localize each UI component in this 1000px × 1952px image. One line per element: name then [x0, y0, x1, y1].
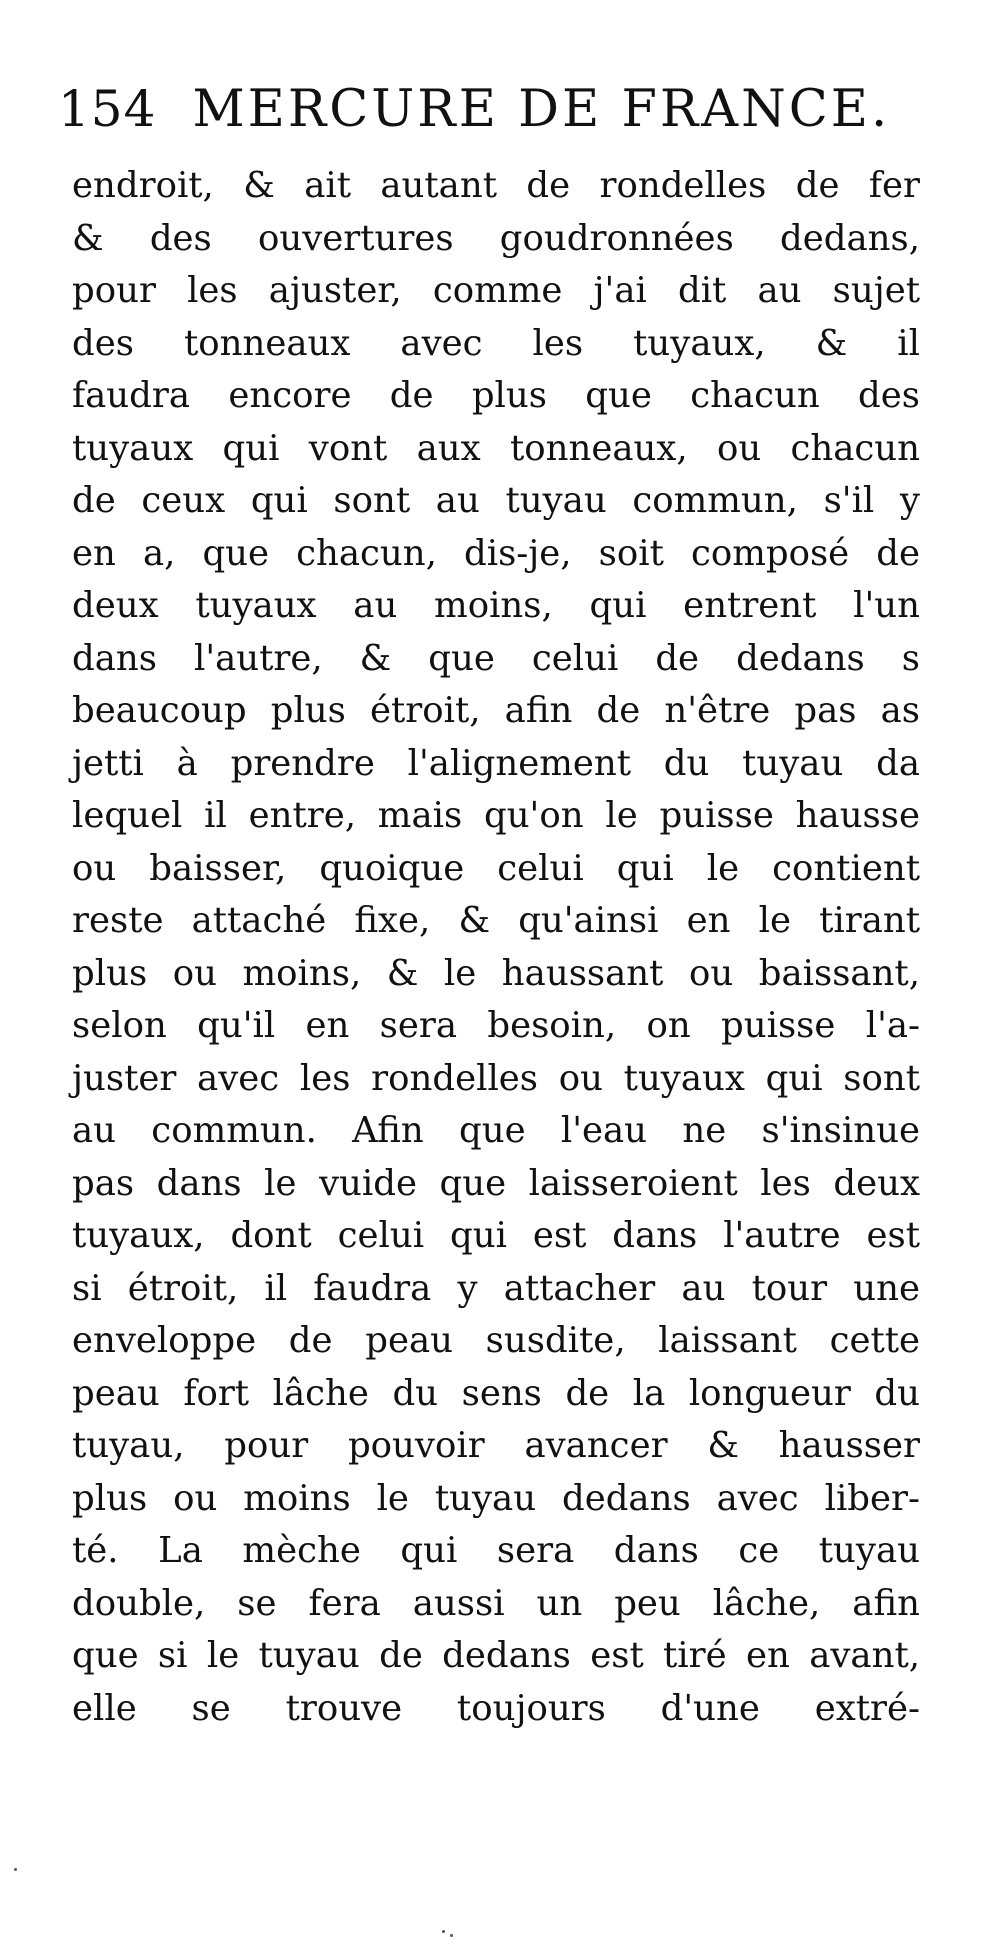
page-number: 154	[58, 80, 157, 138]
text-line: tuyaux qui vont aux tonneaux, ou chacun	[72, 427, 920, 469]
text-line: de ceux qui sont au tuyau commun, s'il y	[72, 480, 920, 521]
text-line: que si le tuyau de dedans est tiré en avant,	[72, 1635, 920, 1676]
text-line: faudra encore de plus que chacun des	[72, 375, 920, 416]
text-line: deux tuyaux au moins, qui entrent l'un	[72, 585, 920, 626]
body-text	[72, 160, 920, 1735]
text-line: té. La mèche qui sera dans ce tuyau	[72, 1530, 920, 1571]
text-line: dans l'autre, & que celui de dedans s	[72, 637, 920, 679]
text-line: jetti à prendre l'alignement du tuyau da	[72, 742, 920, 784]
text-line: tuyaux, dont celui qui est dans l'autre est	[72, 1215, 920, 1256]
text-line: beaucoup plus étroit, afin de n'être pas as	[72, 690, 920, 731]
text-line: reste attaché fixe, & qu'ainsi en le tirant	[72, 900, 920, 941]
text-line: pour les ajuster, comme j'ai dit au sujet	[72, 270, 920, 311]
text-line: des tonneaux avec les tuyaux, & il	[72, 322, 920, 364]
text-line: au commun. Afin que l'eau ne s'insinue	[72, 1110, 920, 1151]
running-title: MERCURE DE FRANCE.	[192, 80, 891, 139]
text-line: endroit, & ait autant de rondelles de fer	[72, 165, 920, 206]
paper-speck	[450, 1934, 453, 1937]
text-line: ou baisser, quoique celui qui le contient	[72, 847, 920, 889]
text-line: peau fort lâche du sens de la longueur du	[72, 1372, 920, 1414]
text-line: enveloppe de peau susdite, laissant cette	[72, 1320, 920, 1361]
text-line: en a, que chacun, dis-je, soit composé de	[72, 532, 920, 574]
text-line: selon qu'il en sera besoin, on puisse l'a-	[72, 1005, 920, 1046]
text-line: juster avec les rondelles ou tuyaux qui sont	[72, 1057, 920, 1099]
text-line: plus ou moins, & le haussant ou baissant,	[72, 952, 920, 994]
text-line: si étroit, il faudra y attacher au tour une	[72, 1267, 920, 1309]
text-line: plus ou moins le tuyau dedans avec liber-	[72, 1477, 920, 1519]
text-line: elle se trouve toujours d'une extré-	[72, 1687, 920, 1729]
paper-speck	[442, 1930, 445, 1933]
text-line: double, se fera aussi un peu lâche, afin	[72, 1582, 920, 1624]
text-line: tuyau, pour pouvoir avancer & hausser	[72, 1425, 920, 1466]
paper-speck	[14, 1868, 17, 1871]
text-line: & des ouvertures goudronnées dedans,	[72, 217, 920, 259]
text-line: lequel il entre, mais qu'on le puisse hausse	[72, 795, 920, 836]
text-line: pas dans le vuide que laisseroient les deux	[72, 1162, 920, 1204]
running-head	[58, 80, 918, 160]
